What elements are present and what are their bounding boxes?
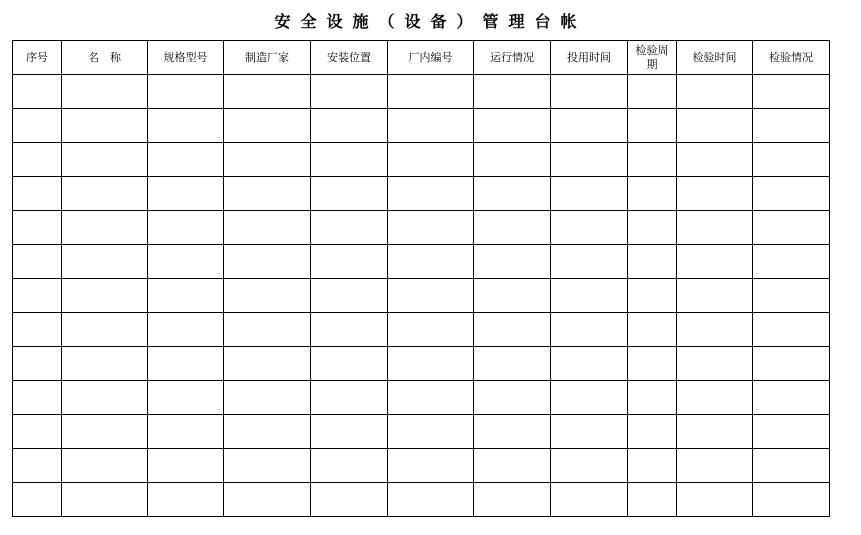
table-cell[interactable]	[13, 245, 62, 279]
table-cell[interactable]	[13, 109, 62, 143]
table-cell[interactable]	[628, 313, 677, 347]
table-cell[interactable]	[311, 109, 388, 143]
table-row	[13, 483, 830, 517]
table-cell[interactable]	[551, 449, 628, 483]
col-header-inspection-cycle	[628, 41, 677, 75]
table-cell[interactable]	[311, 177, 388, 211]
col-header-inspection-cycle-label: 检验周期	[635, 43, 669, 71]
table-cell[interactable]	[388, 75, 474, 109]
col-header-manufacturer: 制造厂家	[224, 41, 311, 75]
col-header-serial-no: 序号	[13, 41, 62, 75]
table-cell[interactable]	[753, 177, 830, 211]
table-row	[13, 75, 830, 109]
table-cell[interactable]	[224, 483, 311, 517]
table-cell[interactable]	[677, 313, 753, 347]
table-row	[13, 313, 830, 347]
table-cell[interactable]	[551, 415, 628, 449]
table-cell[interactable]	[474, 211, 551, 245]
col-header-inspection-result: 检验情况	[753, 41, 830, 75]
table-cell[interactable]	[753, 279, 830, 313]
table-cell[interactable]	[13, 415, 62, 449]
col-header-name: 名 称	[62, 41, 148, 75]
ledger-table	[12, 40, 830, 517]
table-row	[13, 449, 830, 483]
table-cell[interactable]	[753, 211, 830, 245]
table-cell[interactable]	[474, 381, 551, 415]
table-row	[13, 143, 830, 177]
table-cell[interactable]	[474, 483, 551, 517]
table-cell[interactable]	[311, 483, 388, 517]
table-cell[interactable]	[224, 415, 311, 449]
table-cell[interactable]	[62, 177, 148, 211]
table-cell[interactable]	[388, 449, 474, 483]
table-cell[interactable]	[148, 449, 224, 483]
table-cell[interactable]	[311, 449, 388, 483]
table-cell[interactable]	[474, 75, 551, 109]
table-cell[interactable]	[753, 143, 830, 177]
table-row	[13, 279, 830, 313]
table-cell[interactable]	[148, 381, 224, 415]
table-cell[interactable]	[13, 449, 62, 483]
table-cell[interactable]	[62, 415, 148, 449]
table-cell[interactable]	[148, 143, 224, 177]
table-cell[interactable]	[628, 381, 677, 415]
table-cell[interactable]	[551, 109, 628, 143]
table-cell[interactable]	[628, 483, 677, 517]
table-cell[interactable]	[388, 143, 474, 177]
table-cell[interactable]	[388, 245, 474, 279]
table-cell[interactable]	[62, 381, 148, 415]
table-cell[interactable]	[551, 483, 628, 517]
table-cell[interactable]	[677, 109, 753, 143]
table-cell[interactable]	[388, 415, 474, 449]
table-cell[interactable]	[551, 211, 628, 245]
table-cell[interactable]	[62, 109, 148, 143]
table-cell[interactable]	[474, 279, 551, 313]
table-cell[interactable]	[13, 211, 62, 245]
table-cell[interactable]	[148, 347, 224, 381]
table-row	[13, 415, 830, 449]
table-cell[interactable]	[388, 177, 474, 211]
table-cell[interactable]	[311, 347, 388, 381]
table-cell[interactable]	[753, 415, 830, 449]
table-cell[interactable]	[148, 279, 224, 313]
table-cell[interactable]	[753, 381, 830, 415]
table-cell[interactable]	[62, 75, 148, 109]
table-cell[interactable]	[551, 347, 628, 381]
table-cell[interactable]	[677, 279, 753, 313]
table-cell[interactable]	[311, 211, 388, 245]
table-cell[interactable]	[551, 313, 628, 347]
table-cell[interactable]	[753, 75, 830, 109]
col-header-inspection-date: 检验时间	[677, 41, 753, 75]
table-row	[13, 211, 830, 245]
table-cell[interactable]	[311, 381, 388, 415]
table-cell[interactable]	[677, 245, 753, 279]
table-cell[interactable]	[551, 381, 628, 415]
table-cell[interactable]	[224, 347, 311, 381]
table-cell[interactable]	[628, 449, 677, 483]
table-cell[interactable]	[677, 483, 753, 517]
table-cell[interactable]	[677, 143, 753, 177]
table-cell[interactable]	[311, 75, 388, 109]
table-cell[interactable]	[224, 245, 311, 279]
table-cell[interactable]	[224, 143, 311, 177]
table-cell[interactable]	[224, 313, 311, 347]
table-cell[interactable]	[62, 483, 148, 517]
table-cell[interactable]	[388, 347, 474, 381]
table-cell[interactable]	[388, 279, 474, 313]
table-row	[13, 381, 830, 415]
table-cell[interactable]	[62, 211, 148, 245]
table-cell[interactable]	[224, 279, 311, 313]
header-row	[13, 41, 830, 75]
table-cell[interactable]	[677, 449, 753, 483]
page-title: 安全设施（设备）管理台帐	[274, 12, 587, 31]
col-header-operating-status: 运行情况	[474, 41, 551, 75]
col-header-plant-code: 厂内编号	[388, 41, 474, 75]
table-cell[interactable]	[551, 177, 628, 211]
table-cell[interactable]	[148, 415, 224, 449]
table-cell[interactable]	[753, 449, 830, 483]
table-cell[interactable]	[224, 211, 311, 245]
table-cell[interactable]	[148, 109, 224, 143]
table-cell[interactable]	[628, 109, 677, 143]
table-cell[interactable]	[474, 415, 551, 449]
table-cell[interactable]	[474, 347, 551, 381]
table-cell[interactable]	[62, 347, 148, 381]
table-cell[interactable]	[311, 415, 388, 449]
table-cell[interactable]	[62, 449, 148, 483]
table-cell[interactable]	[13, 75, 62, 109]
table-cell[interactable]	[62, 245, 148, 279]
table-cell[interactable]	[753, 313, 830, 347]
table-cell[interactable]	[474, 143, 551, 177]
col-header-commission-date: 投用时间	[551, 41, 628, 75]
table-cell[interactable]	[224, 177, 311, 211]
table-cell[interactable]	[474, 449, 551, 483]
table-cell[interactable]	[628, 177, 677, 211]
table-cell[interactable]	[148, 177, 224, 211]
table-cell[interactable]	[388, 483, 474, 517]
table-cell[interactable]	[13, 177, 62, 211]
table-cell[interactable]	[677, 415, 753, 449]
table-row	[13, 245, 830, 279]
table-row	[13, 109, 830, 143]
table-cell[interactable]	[677, 347, 753, 381]
table-cell[interactable]	[388, 381, 474, 415]
table-cell[interactable]	[551, 143, 628, 177]
table-cell[interactable]	[474, 109, 551, 143]
table-cell[interactable]	[628, 347, 677, 381]
table-cell[interactable]	[13, 143, 62, 177]
table-cell[interactable]	[388, 313, 474, 347]
table-cell[interactable]	[62, 279, 148, 313]
table-cell[interactable]	[311, 245, 388, 279]
table-cell[interactable]	[13, 381, 62, 415]
table-cell[interactable]	[677, 211, 753, 245]
ledger-body	[13, 75, 830, 517]
table-cell[interactable]	[551, 75, 628, 109]
table-cell[interactable]	[753, 483, 830, 517]
table-cell[interactable]	[677, 75, 753, 109]
table-cell[interactable]	[677, 381, 753, 415]
table-cell[interactable]	[148, 313, 224, 347]
table-cell[interactable]	[224, 75, 311, 109]
table-cell[interactable]	[388, 109, 474, 143]
table-cell[interactable]	[148, 75, 224, 109]
table-cell[interactable]	[311, 143, 388, 177]
table-cell[interactable]	[753, 109, 830, 143]
table-cell[interactable]	[62, 143, 148, 177]
table-cell[interactable]	[224, 381, 311, 415]
table-cell[interactable]	[148, 483, 224, 517]
table-cell[interactable]	[13, 347, 62, 381]
table-cell[interactable]	[148, 211, 224, 245]
table-cell[interactable]	[628, 415, 677, 449]
table-cell[interactable]	[13, 279, 62, 313]
table-cell[interactable]	[551, 245, 628, 279]
table-cell[interactable]	[628, 75, 677, 109]
col-header-install-location: 安装位置	[311, 41, 388, 75]
table-cell[interactable]	[628, 211, 677, 245]
table-cell[interactable]	[474, 313, 551, 347]
table-cell[interactable]	[628, 143, 677, 177]
table-cell[interactable]	[224, 449, 311, 483]
table-cell[interactable]	[753, 347, 830, 381]
table-cell[interactable]	[311, 279, 388, 313]
table-cell[interactable]	[224, 109, 311, 143]
table-cell[interactable]	[628, 279, 677, 313]
table-cell[interactable]	[62, 313, 148, 347]
table-cell[interactable]	[628, 245, 677, 279]
table-row	[13, 347, 830, 381]
table-cell[interactable]	[551, 279, 628, 313]
table-cell[interactable]	[13, 483, 62, 517]
table-cell[interactable]	[474, 177, 551, 211]
table-cell[interactable]	[311, 313, 388, 347]
table-row	[13, 177, 830, 211]
table-cell[interactable]	[677, 177, 753, 211]
table-cell[interactable]	[753, 245, 830, 279]
table-cell[interactable]	[148, 245, 224, 279]
table-cell[interactable]	[474, 245, 551, 279]
table-cell[interactable]	[388, 211, 474, 245]
col-header-model-spec: 规格型号	[148, 41, 224, 75]
table-cell[interactable]	[13, 313, 62, 347]
